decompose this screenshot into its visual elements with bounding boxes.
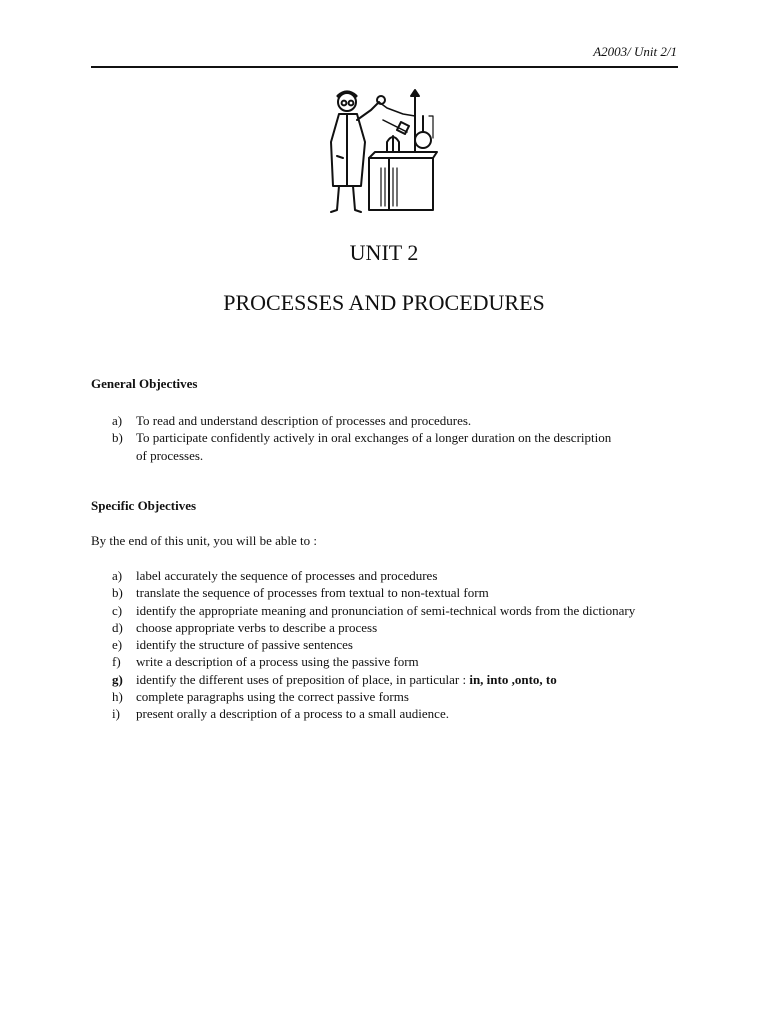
list-item-text: complete paragraphs using the correct passive forms bbox=[136, 689, 409, 705]
list-item bbox=[112, 429, 678, 464]
list-marker: h) bbox=[112, 689, 123, 705]
specific-objectives-list bbox=[112, 567, 678, 723]
list-item bbox=[112, 671, 678, 688]
list-marker: c) bbox=[112, 602, 123, 618]
list-item-text: label accurately the sequence of processes and procedures bbox=[136, 568, 438, 583]
list-item-text-regular: identify the different uses of preposition of place, in particular : bbox=[136, 671, 470, 687]
general-objectives-heading: General Objectives bbox=[91, 376, 198, 391]
list-item bbox=[112, 567, 678, 584]
list-item bbox=[112, 636, 678, 653]
list-marker: b) bbox=[112, 430, 123, 446]
header-code: A2003/ Unit 2/1 bbox=[593, 44, 677, 59]
specific-objectives-intro: By the end of this unit, you will be able to : bbox=[91, 533, 318, 548]
general-objectives-list bbox=[112, 412, 678, 464]
prepositions-emphasis: in, into ,onto, to bbox=[469, 671, 557, 687]
list-item bbox=[112, 653, 678, 670]
list-marker: b) bbox=[112, 585, 123, 601]
list-marker: i) bbox=[112, 706, 120, 722]
list-item-text: identify the appropriate meaning and pronunciation of semi-technical words from the dictionary bbox=[136, 602, 636, 618]
list-item-text: To read and understand description of processes and procedures. bbox=[136, 413, 472, 428]
list-item bbox=[112, 705, 678, 722]
list-marker: a) bbox=[112, 568, 123, 583]
list-marker: g) bbox=[112, 671, 123, 687]
list-item bbox=[112, 412, 678, 429]
list-item bbox=[112, 688, 678, 705]
header-rule bbox=[91, 66, 678, 68]
list-marker: e) bbox=[112, 637, 123, 653]
list-item bbox=[112, 602, 678, 619]
list-marker: d) bbox=[112, 619, 123, 635]
unit-topic-title: PROCESSES AND PROCEDURES bbox=[223, 290, 545, 315]
unit-title: UNIT 2 bbox=[349, 240, 419, 265]
list-item-text: identify the structure of passive sentences bbox=[136, 637, 353, 653]
list-marker: a) bbox=[112, 413, 123, 428]
specific-objectives-heading: Specific Objectives bbox=[91, 498, 197, 513]
list-item bbox=[112, 584, 678, 601]
list-marker: f) bbox=[112, 654, 121, 670]
list-item bbox=[112, 619, 678, 636]
list-item-text: write a description of a process using the passive form bbox=[136, 654, 419, 670]
scientist-laboratory-icon bbox=[323, 86, 441, 216]
list-item-text bbox=[136, 671, 678, 688]
list-item-text: To participate confidently actively in oral exchanges of a longer duration on the description of processes. bbox=[136, 430, 612, 463]
list-item-text: present orally a description of a process to a small audience. bbox=[136, 706, 449, 722]
list-item-text: translate the sequence of processes from textual to non-textual form bbox=[136, 585, 489, 601]
list-item-text: choose appropriate verbs to describe a process bbox=[136, 619, 378, 635]
